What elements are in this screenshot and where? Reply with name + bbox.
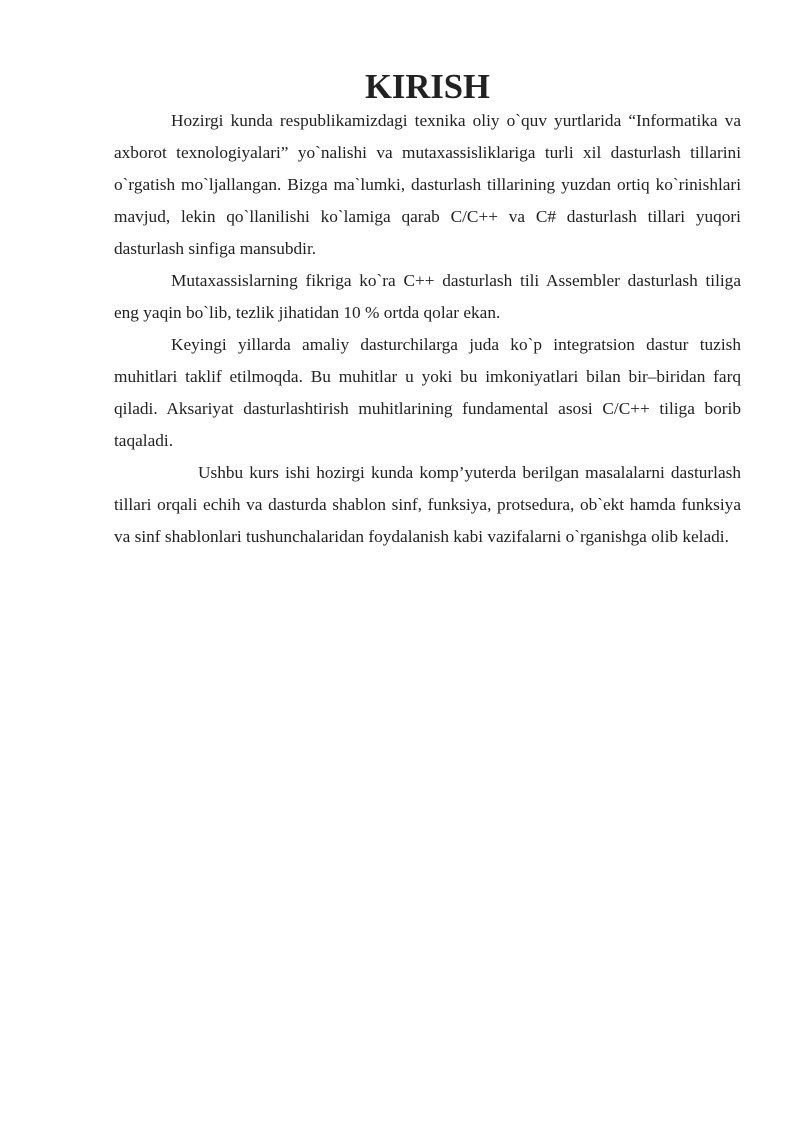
paragraph-1: Hozirgi kunda respublikamizdagi texnika oliy o`quv yurtlarida “Informatika va axborot texnologiyalari” yo`nalishi va mutaxassisliklariga turli xil dasturlash tillarini o`rgatish mo`ljallangan. Bizga ma`lumki, dasturlash tillarining yuzdan ortiq ko`rinishlari mavjud, lekin qo`llanilishi ko`lamiga qarab C/C++ va C# dasturlash tillari yuqori dasturlash sinfiga mansubdir. [114, 111, 741, 258]
document-body [114, 68, 741, 553]
section-title: KIRISH [365, 68, 490, 106]
paragraph-4: Ushbu kurs ishi hozirgi kunda komp’yuterda berilgan masalalarni dasturlash tillari orqali echih va dasturda shablon sinf, funksiya, protsedura, ob`ekt hamda funksiya va sinf shablonlari tushunchalaridan foydalanish kabi vazifalarni o`rganishga olib keladi. [114, 463, 741, 546]
paragraph-2: Mutaxassislarning fikriga ko`ra C++ dasturlash tili Assembler dasturlash tiliga eng yaqin bo`lib, tezlik jihatidan 10 % ortda qolar ekan. [114, 271, 741, 322]
paragraph-3: Keyingi yillarda amaliy dasturchilarga juda ko`p integratsion dastur tuzish muhitlari taklif etilmoqda. Bu muhitlar u yoki bu imkoniyatlari bilan bir–biridan farq qiladi. Aksariyat dasturlashtirish muhitlarining fundamental asosi C/C++ tiliga borib taqaladi. [114, 335, 741, 450]
